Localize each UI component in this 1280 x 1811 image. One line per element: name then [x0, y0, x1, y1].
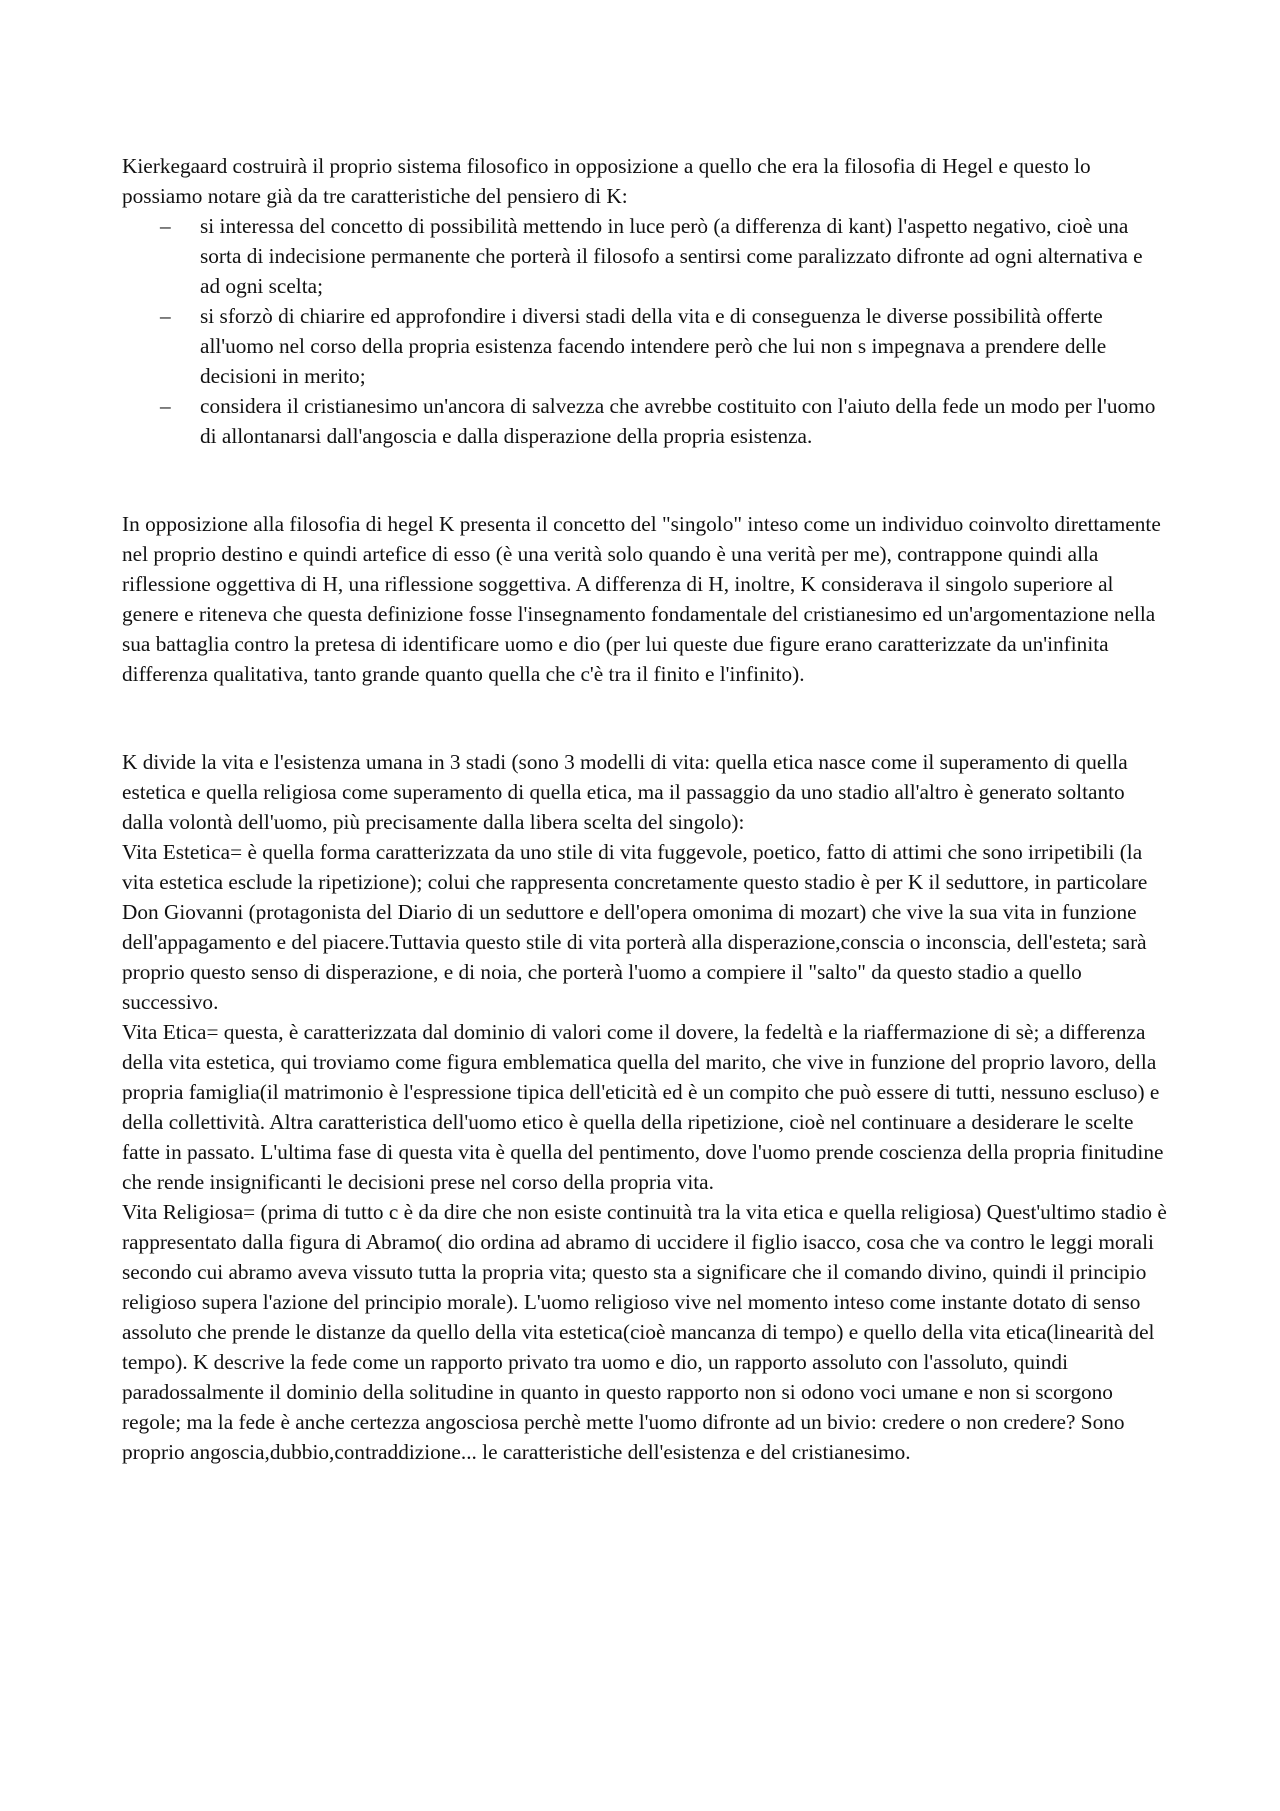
section3-intro: K divide la vita e l'esistenza umana in 3 stadi (sono 3 modelli di vita: quella etica nasce come il superamento di quella estetica e quella religiosa come superamento di quella etica, ma il passaggio da uno stadio all'altro è generato soltanto dalla volontà dell'uomo, più precisamente dalla libera scelta del singolo):: [122, 750, 1128, 834]
bullet-dash-icon: –: [160, 304, 171, 328]
bullet-dash-icon: –: [160, 214, 171, 238]
vita-religiosa-paragraph: Vita Religiosa= (prima di tutto c è da dire che non esiste continuità tra la vita etica e quella religiosa) Quest'ultimo stadio è rappresentato dalla figura di Abramo( dio ordina ad abramo di uccidere il figlio isacco, cosa che va contro le leggi morali secondo cui abramo aveva vissuto tutta la propria vita; questo sta a significare che il comando divino, quindi il principio religioso supera l'azione del principio morale). L'uomo religioso vive nel momento inteso come instante dotato di senso assoluto che prende le distanze da quello della vita estetica(cioè mancanza di tempo) e quello della vita etica(linearità del tempo). K descrive la fede come un rapporto privato tra uomo e dio, un rapporto assoluto con l'assoluto, quindi paradossalmente il dominio della solitudine in quanto in questo rapporto non si odono voci umane e non si scorgono regole; ma la fede è anche certezza angosciosa perchè mette l'uomo difronte ad un bivio: credere o non credere? Sono proprio angoscia,dubbio,contraddizione... le caratteristiche dell'esistenza e del cristianesimo.: [122, 1200, 1167, 1464]
section2-paragraph: In opposizione alla filosofia di hegel K presenta il concetto del "singolo" inteso come un individuo coinvolto direttamente nel proprio destino e quindi artefice di esso (è una verità solo quando è una verità per me), contrappone quindi alla riflessione oggettiva di H, una riflessione soggettiva. A differenza di H, inoltre, K considerava il singolo superiore al genere e riteneva che questa definizione fosse l'insegnamento fondamentale del cristianesimo ed un'argomentazione nella sua battaglia contro la pretesa di identificare uomo e dio (per lui queste due figure erano caratterizzate da un'infinita differenza qualitativa, tanto grande quanto quella che c'è tra il finito e l'infinito).: [122, 512, 1161, 686]
bullet-text: considera il cristianesimo un'ancora di salvezza che avrebbe costituito con l'aiuto della fede un modo per l'uomo di allontanarsi dall'angoscia e dalla disperazione della propria esistenza.: [200, 394, 1156, 448]
bullet-list: [122, 211, 1167, 451]
list-item: [160, 391, 1167, 451]
paragraph-spacer: [122, 451, 1167, 509]
document-page: [122, 151, 1167, 1467]
bullet-text: si interessa del concetto di possibilità mettendo in luce però (a differenza di kant) l'aspetto negativo, cioè una sorta di indecisione permanente che porterà il filosofo a sentirsi come paralizzato difronte ad ogni alternativa e ad ogni scelta;: [200, 214, 1143, 298]
bullet-text: si sforzò di chiarire ed approfondire i diversi stadi della vita e di conseguenza le diverse possibilità offerte all'uomo nel corso della propria esistenza facendo intendere però che lui non s impegnava a prendere delle decisioni in merito;: [200, 304, 1107, 388]
vita-estetica-paragraph: Vita Estetica= è quella forma caratterizzata da uno stile di vita fuggevole, poetico, fatto di attimi che sono irripetibili (la vita estetica esclude la ripetizione); colui che rappresenta concretamente questo stadio è per K il seduttore, in particolare Don Giovanni (protagonista del Diario di un seduttore e dell'opera omonima di mozart) che vive la sua vita in funzione dell'appagamento e del piacere.Tuttavia questo stile di vita porterà alla disperazione,conscia o inconscia, dell'esteta; sarà proprio questo senso di disperazione, e di noia, che porterà l'uomo a compiere il "salto" da questo stadio a quello successivo.: [122, 840, 1148, 1014]
list-item: [160, 211, 1167, 301]
section1-intro: Kierkegaard costruirà il proprio sistema filosofico in opposizione a quello che era la filosofia di Hegel e questo lo possiamo notare già da tre caratteristiche del pensiero di K:: [122, 154, 1091, 208]
list-item: [160, 301, 1167, 391]
vita-etica-paragraph: Vita Etica= questa, è caratterizzata dal dominio di valori come il dovere, la fedeltà e la riaffermazione di sè; a differenza della vita estetica, qui troviamo come figura emblematica quella del marito, che vive in funzione del proprio lavoro, della propria famiglia(il matrimonio è l'espressione tipica dell'eticità ed è un compito che può essere di tutti, nessuno escluso) e della collettività. Altra caratteristica dell'uomo etico è quella della ripetizione, cioè nel continuare a desiderare le scelte fatte in passato. L'ultima fase di questa vita è quella del pentimento, dove l'uomo prende coscienza della propria finitudine che rende insignificanti le decisioni prese nel corso della propria vita.: [122, 1020, 1164, 1194]
bullet-dash-icon: –: [160, 394, 171, 418]
paragraph-spacer: [122, 689, 1167, 747]
